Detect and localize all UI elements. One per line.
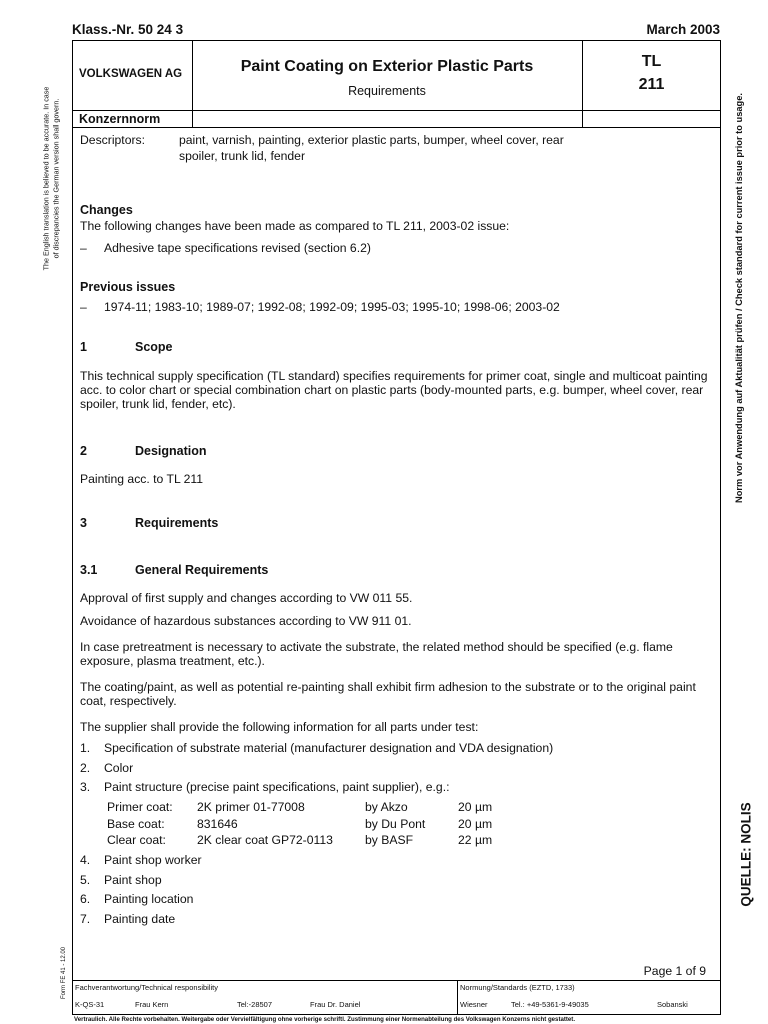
list-item: 7. Painting date [80, 912, 176, 926]
changes-intro: The following changes have been made as compared to TL 211, 2003-02 issue: [80, 219, 510, 233]
coat-product: 2K primer 01-77008 [197, 800, 305, 814]
coat-supplier: by BASF [365, 833, 414, 847]
coat-thickness: 20 µm [458, 800, 493, 814]
coat-supplier: by Akzo [365, 800, 408, 814]
technical-responsibility-label: Fachverantwortung/Technical responsibility [75, 983, 218, 992]
copyright-notice: Vertraulich. Alle Rechte vorbehalten. Weitergabe oder Vervielfältigung ohne vorherige schriftl. Zustimmung einer Normenabteilung des Volkswagen Konzerns nicht gestattet. [74, 1016, 576, 1023]
responsible-person-1: Frau Kern [135, 1000, 169, 1009]
changes-heading: Changes [80, 203, 133, 217]
classification-number: Klass.-Nr. 50 24 3 [72, 22, 184, 37]
section-3-1-title: General Requirements [135, 563, 269, 577]
footer-col-divider [457, 980, 458, 1015]
telephone-1: Tel:-28507 [237, 1000, 273, 1009]
translation-note-line-2: of discrepancies the German version shall govern. [51, 98, 61, 259]
issue-date: March 2003 [646, 22, 720, 37]
section-3-title: Requirements [135, 516, 219, 530]
translation-note-line-1: The English translation is believed to be accurate. In case [41, 86, 51, 271]
check-standard-note: Norm vor Anwendung auf Aktualität prüfen / Check standard for current issue prior to usage. [734, 93, 744, 503]
telephone-2: Tel.: +49-5361-9-49035 [511, 1000, 589, 1009]
konzernnorm-divider [72, 127, 721, 128]
standards-person-1: Wiesner [460, 1000, 488, 1009]
list-item: 5. Paint shop [80, 873, 162, 887]
page-subtitle: Requirements [348, 84, 426, 98]
department: K-QS-31 [75, 1000, 105, 1009]
previous-issues-bullet: – [80, 300, 87, 314]
footer-divider [72, 980, 721, 981]
section-3-1-p4: The coating/paint, as well as potential re-painting shall exhibit firm adhesion to the substrate or to the original paint coat, respectively. [80, 680, 696, 708]
standard-code-line2: 211 [638, 76, 665, 93]
changes-item: Adhesive tape specifications revised (section 6.2) [104, 241, 371, 255]
coat-label: Clear coat: [107, 833, 166, 847]
section-2-text: Painting acc. to TL 211 [80, 472, 204, 486]
standard-code-line1: TL [641, 53, 662, 70]
coat-product: 2K clear coat GP72-0113 [197, 833, 333, 847]
previous-issues-list: 1974-11; 1983-10; 1989-07; 1992-08; 1992-09; 1995-03; 1995-10; 1998-06; 2003-02 [104, 300, 560, 314]
list-item: 2. Color [80, 761, 134, 775]
section-1-number: 1 [80, 340, 87, 354]
coat-label: Base coat: [107, 817, 165, 831]
coat-thickness: 20 µm [458, 817, 493, 831]
coat-label: Primer coat: [107, 800, 173, 814]
company-name: VOLKSWAGEN AG [79, 68, 183, 80]
page-title: Paint Coating on Exterior Plastic Parts [240, 58, 534, 75]
standards-department-label: Normung/Standards (EZTD, 1733) [460, 983, 575, 992]
section-1-text: This technical supply specification (TL standard) specifies requirements for primer coat, single and multicoat painting acc. to color chart or special combination chart on plastic parts (body-mounted parts, e.g. bumper, wheel cover, rear spoiler, trunk lid, fender, etc). [80, 369, 708, 411]
list-item: 4. Paint shop worker [80, 853, 202, 867]
page-number: Page 1 of 9 [643, 964, 706, 978]
section-2-title: Designation [135, 444, 207, 458]
section-3-1-p5: The supplier shall provide the following information for all parts under test: [80, 720, 479, 734]
coat-supplier: by Du Pont [365, 817, 426, 831]
section-3-1-p3: In case pretreatment is necessary to activate the substrate, the related method should be specified (e.g. flame exposure, plasma treatment, etc.). [80, 640, 673, 668]
section-3-number: 3 [80, 516, 87, 530]
form-number: Form FE 41 - 12.00 [61, 946, 67, 1000]
list-item: 6. Painting location [80, 892, 194, 906]
konzernnorm-label: Konzernnorm [79, 112, 161, 126]
coat-product: 831646 [197, 817, 238, 831]
previous-issues-heading: Previous issues [80, 280, 176, 294]
section-1-title: Scope [135, 340, 173, 354]
list-item: 1. Specification of substrate material (manufacturer designation and VDA designation) [80, 741, 554, 755]
coat-thickness: 22 µm [458, 833, 493, 847]
changes-bullet: – [80, 241, 87, 255]
section-3-1-p1: Approval of first supply and changes according to VW 011 55. [80, 591, 413, 605]
list-item: 3. Paint structure (precise paint specifications, paint supplier), e.g.: [80, 780, 450, 794]
descriptors-text-1: paint, varnish, painting, exterior plastic parts, bumper, wheel cover, rear [179, 133, 564, 147]
source-label: QUELLE: NOLIS [738, 802, 754, 907]
standards-person-2: Sobanski [657, 1000, 688, 1009]
header-divider [72, 110, 721, 111]
section-2-number: 2 [80, 444, 87, 458]
descriptors-label: Descriptors: [80, 133, 146, 147]
descriptors-text-2: spoiler, trunk lid, fender [179, 149, 306, 163]
section-3-1-number: 3.1 [80, 563, 98, 577]
section-3-1-p2: Avoidance of hazardous substances according to VW 911 01. [80, 614, 412, 628]
responsible-person-2: Frau Dr. Daniel [310, 1000, 361, 1009]
